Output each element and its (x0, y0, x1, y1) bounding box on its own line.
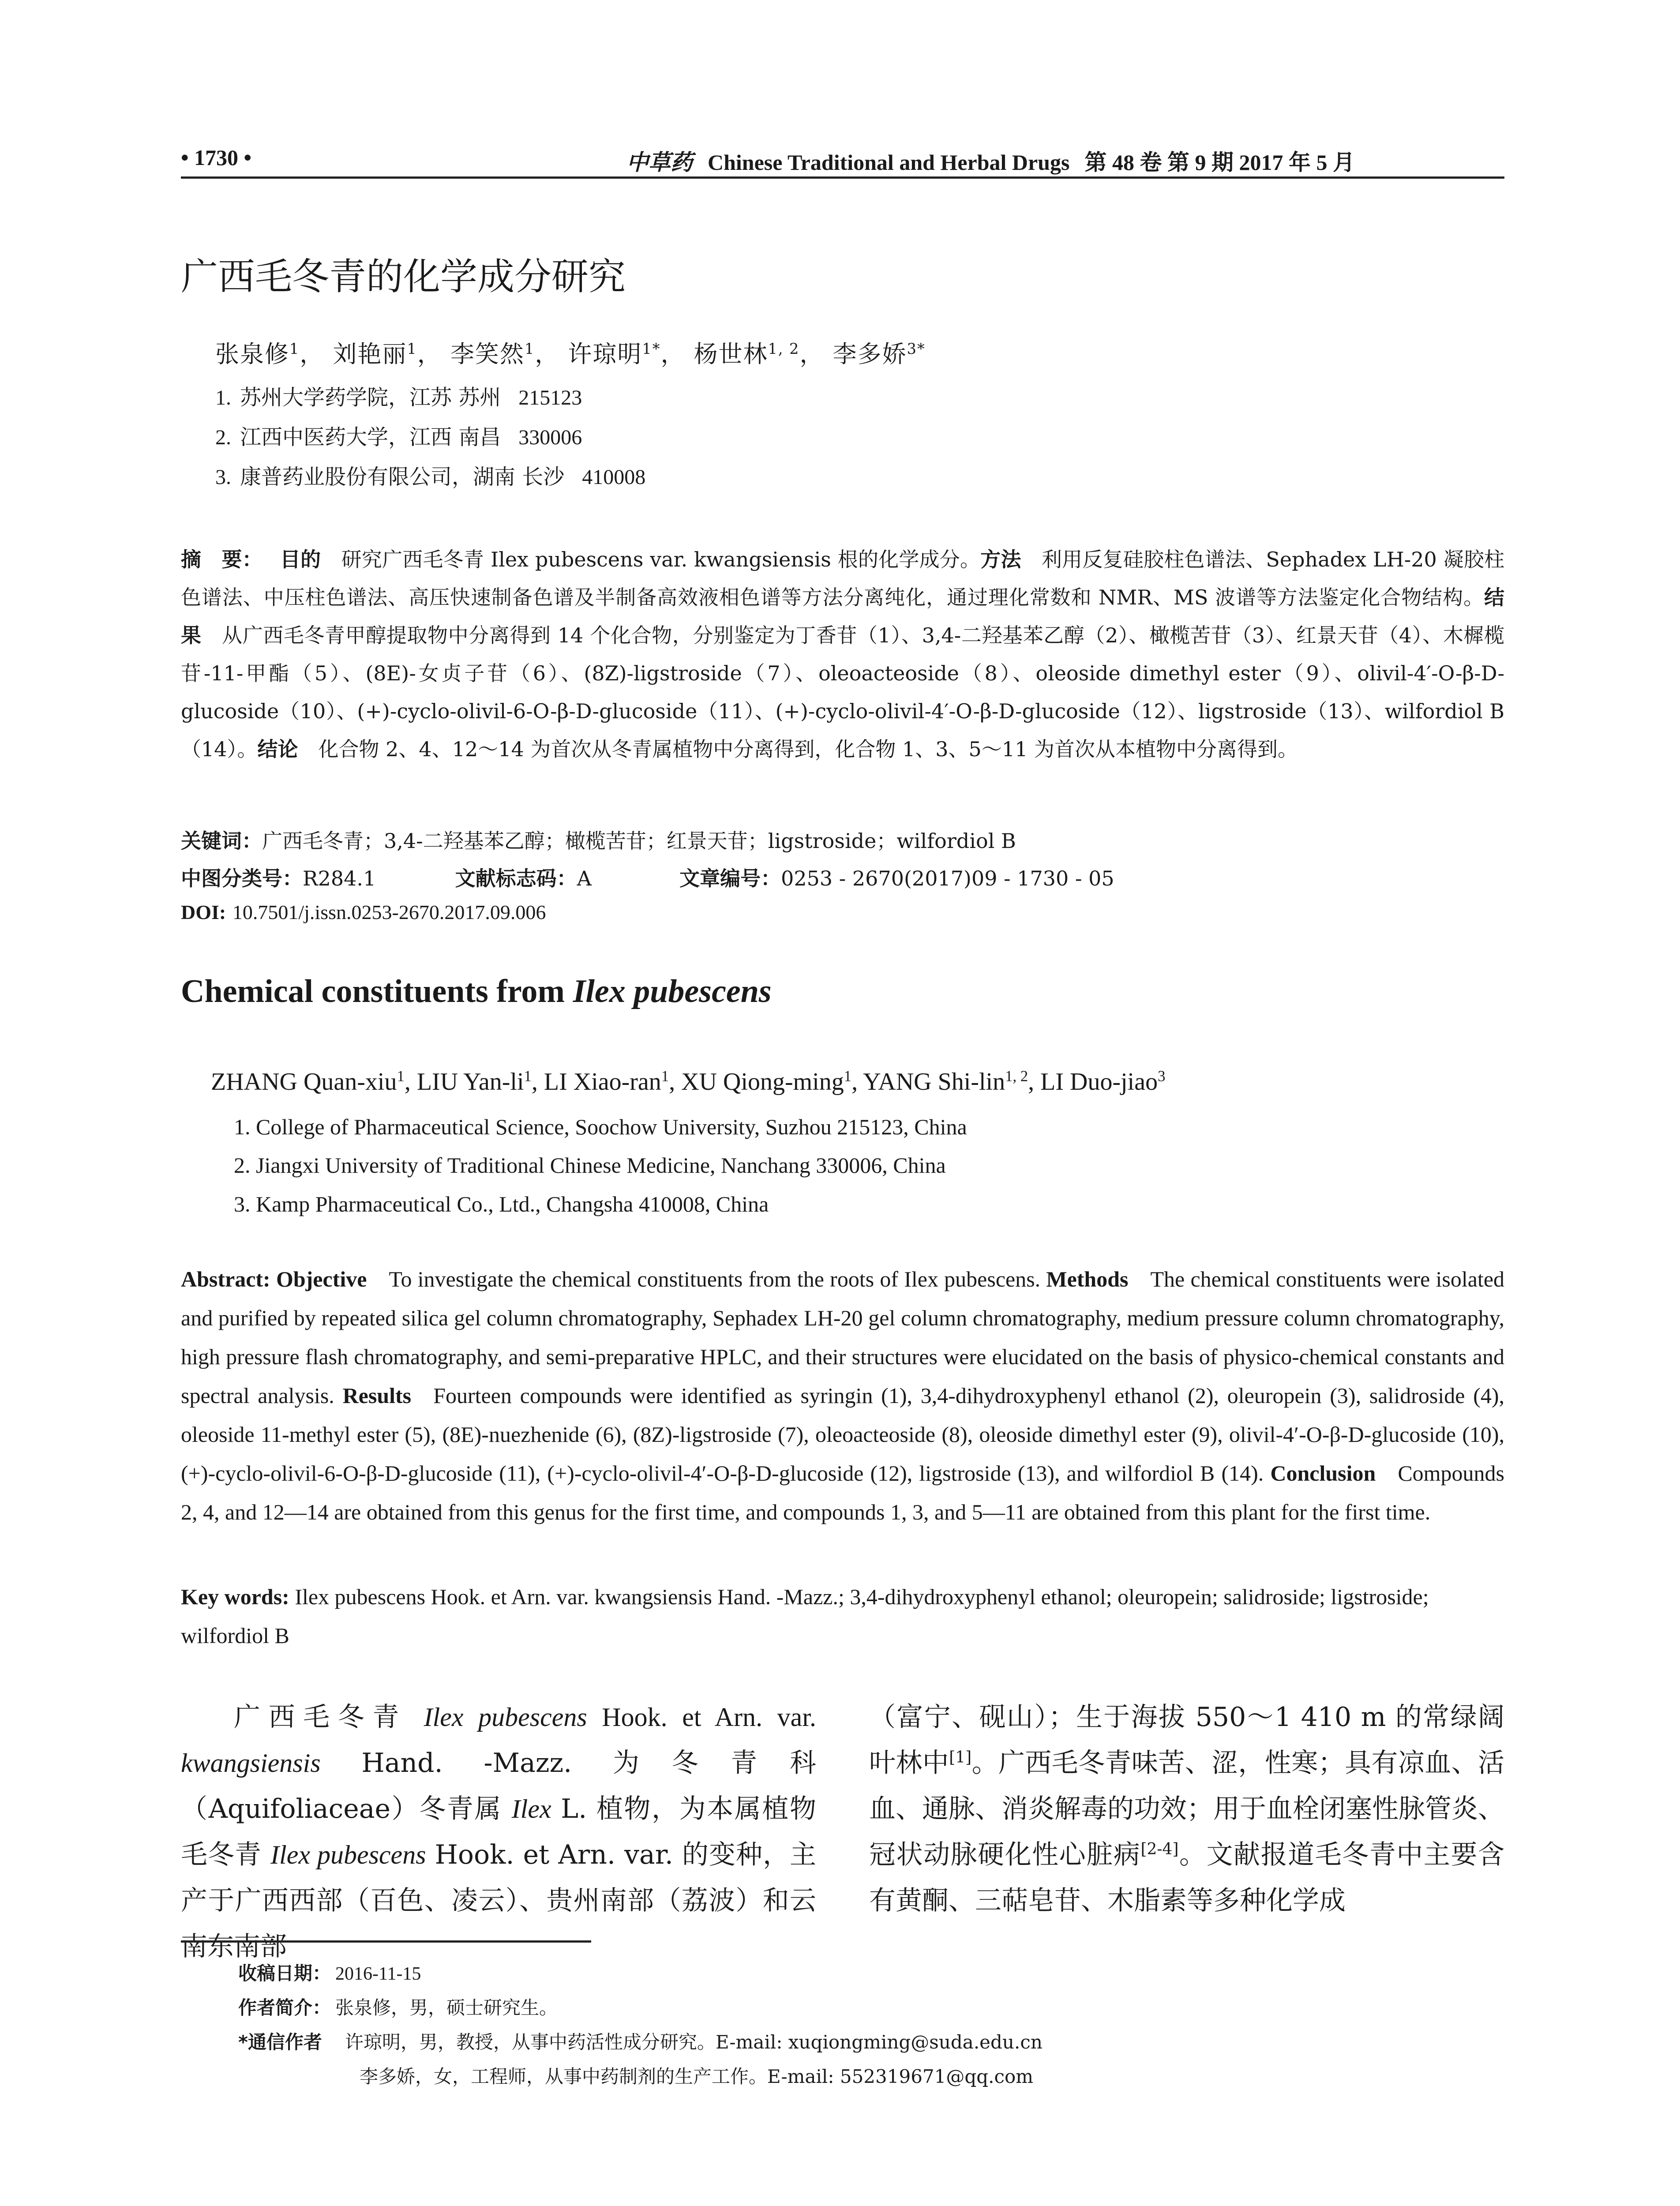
footnote: 作者简介： 张泉修，男，硕士研究生。 (238, 1997, 558, 2018)
author-sup: 3* (907, 340, 926, 357)
keywords-en: Key words: Ilex pubescens Hook. et Arn. var. kwangsiensis Hand. -Mazz.; 3,4-dihydroxyphenyl ethanol; oleuropein; salidroside; ligstroside; wilfordiol B (181, 1584, 1429, 1648)
objective-label: Objective (276, 1267, 367, 1291)
methods-text: 利用反复硅胶柱色谱法、Sephadex LH-20 凝胶柱色谱法、中压柱色谱法、高压快速制备色谱及半制备高效液相色谱等方法分离纯化，通过理化常数和 NMR、MS 波谱等方法鉴定化合物结构。 (181, 548, 1505, 609)
author-sup: 1 (407, 340, 417, 357)
citation: [1] (949, 1748, 972, 1767)
author-name: 李笑然 (450, 340, 525, 368)
author-sup: 1 (524, 340, 535, 357)
conclusion-text: 化合物 2、4、12～14 为首次从冬青属植物中分离得到，化合物 1、3、5～11 为首次从本植物中分离得到。 (318, 737, 1298, 761)
affiliation-en: 2. Jiangxi University of Traditional Chinese Medicine, Nanchang 330006, China (234, 1153, 946, 1178)
issue-info: 第 48 卷 第 9 期 2017 年 5 月 (1084, 150, 1355, 175)
objective-label: 目的 (280, 548, 321, 571)
article-title-cn: 广西毛冬青的化学成分研究 (181, 255, 626, 298)
abstract-en (181, 1260, 1504, 1531)
classification-line: 中图分类号：R284.1 文献标志码：A 文章编号：0253 - 2670(2017)09 - 1730 - 05 (181, 867, 1114, 890)
results-label: 结果 (181, 585, 1504, 647)
journal-name-cn: 中草药 (626, 149, 693, 175)
footnote: 收稿日期： 2016-11-15 (238, 1962, 421, 1984)
journal-name-en: Chinese Traditional and Herbal Drugs (708, 150, 1070, 175)
author-list-en: ZHANG Quan-xiu$^1$, LIU Yan-$li^1$, LI Xiao-ran$^1$, XU Qiong-ming$^1$, YANG Shi-lin$^{1, 2}$, LI Duo-jiao$^3$ (211, 1067, 1166, 1095)
author-name: 张泉修 (215, 340, 289, 368)
doi-line: DOI: 10.7501/j.issn.0253-2670.2017.09.006 (181, 901, 546, 923)
methods-label: 方法 (980, 548, 1021, 571)
conclusion-label: 结论 (257, 737, 298, 761)
citation: [2-4] (1140, 1840, 1179, 1858)
affiliation-en: 3. Kamp Pharmaceutical Co., Ltd., Changsha 410008, China (234, 1192, 769, 1216)
results-text: 从广西毛冬青甲醇提取物中分离得到 14 个化合物，分别鉴定为丁香苷（1）、3,4-二羟基苯乙醇（2）、橄榄苦苷（3）、红景天苷（4）、木樨榄苷-11-甲酯（5）、(8E)-女贞子苷（6）、(8Z)-ligstroside（7）、oleoacteoside（8）、oleoside dimethyl ester（9）、olivil-4′-O-β-D-glucoside（10）、(+)-cyclo-olivil-6-O-β-D-glucoside（11）、(+)-cyclo-olivil-4′-O-β-D-glucoside（12）、ligstroside（13）、wilfordiol B（14）。 (181, 623, 1505, 761)
abstract-label: Abstract: (181, 1267, 270, 1291)
author-name: 杨世林 (694, 340, 768, 368)
abstract-label: 摘 要： (181, 548, 262, 571)
affiliation-en: 1. College of Pharmaceutical Science, Soochow University, Suzhou 215123, China (234, 1114, 967, 1139)
footnote-rule (181, 1940, 591, 1943)
author-sup: 1, 2 (768, 340, 800, 357)
abstract-cn (181, 540, 1504, 768)
author-name: XU Qiong-ming (681, 1068, 844, 1095)
author-name: LIU Yan-li (416, 1068, 524, 1095)
keywords-cn: 关键词：广西毛冬青；3,4-二羟基苯乙醇；橄榄苦苷；红景天苷；ligstroside；wilfordiol B (181, 829, 1016, 853)
journal-name (626, 145, 1355, 176)
author-name: 李多娇 (832, 340, 907, 368)
footnote: 李多娇，女，工程师，从事中药制剂的生产工作。E-mail: 552319671@qq.com (360, 2066, 1034, 2087)
author-name: LI Duo-jiao (1040, 1068, 1158, 1095)
page-number: • 1730 • (181, 145, 252, 170)
author-sup: 1 (289, 340, 300, 357)
results-label: Results (342, 1383, 412, 1408)
body-column-right: （富宁、砚山）；生于海拔 550～1 410 m 的常绿阔叶林中[1]。广西毛冬青味苦、涩，性寒；具有凉血、活血、通脉、消炎解毒的功效；用于血栓闭塞性脉管炎、冠状动脉硬化性心脏病[2-4]。文献报道毛冬青中主要含有黄酮、三萜皂苷、木脂素等多种化学成 (869, 1702, 1505, 1916)
affiliation-cn: 3. 康普药业股份有限公司，湖南 长沙 410008 (215, 465, 646, 489)
header-rule (181, 176, 1504, 179)
article-title-en: Chemical constituents from Ilex pubescens (181, 973, 772, 1009)
author-name: ZHANG Quan-xiu (211, 1068, 397, 1095)
author-name: 刘艳丽 (333, 340, 407, 368)
body-column-left: 广西毛冬青 Ilex pubescens Hook. et Arn. var. kwangsiensis Hand. -Mazz. 为冬青科（Aquifoliaceae）冬青属 Ilex L. 植物，为本属植物毛冬青 Ilex pubescens Hook. et Arn. var. 的变种，主产于广西西部（百色、凌云）、贵州南部（荔波）和云南东南部 (181, 1702, 816, 1962)
objective-text: To investigate the chemical constituents from the roots of Ilex pubescens. (389, 1267, 1041, 1291)
affiliation-cn: 2. 江西中医药大学，江西 南昌 330006 (215, 425, 582, 450)
author-name: YANG Shi-lin (863, 1068, 1005, 1095)
footnote: *通信作者 许琼明，男，教授，从事中药活性成分研究。E-mail: xuqiongming@suda.edu.cn (238, 2031, 1042, 2053)
results-text: Fourteen compounds were identified as syringin (1), 3,4-dihydroxyphenyl ethanol (2), oleuropein (3), salidroside (4), oleoside 11-methyl ester (5), (8E)-nuezhenide (6), (8Z)-ligstroside (7), oleoacteoside (8), oleoside dimethyl ester (9), olivil-4′-O-β-D-glucoside (10), (+)-cyclo-olivil-6-O-β-D-glucoside (11), (+)-cyclo-olivil-4′-O-β-D-glucoside (12), ligstroside (13), and wilfordiol B (14). (181, 1383, 1505, 1486)
author-name: LI Xiao-ran (544, 1068, 661, 1095)
running-header (181, 140, 1504, 180)
methods-label: Methods (1046, 1267, 1129, 1291)
affiliation-cn: 1. 苏州大学药学院，江苏 苏州 215123 (215, 385, 582, 410)
author-sup: 1* (642, 340, 661, 357)
objective-text: 研究广西毛冬青 Ilex pubescens var. kwangsiensis 根的化学成分。 (341, 548, 981, 571)
conclusion-text: Compounds 2, 4, and 12—14 are obtained from this genus for the first time, and compounds 1, 3, and 5—11 are obtained from this plant for the first time. (181, 1461, 1505, 1524)
conclusion-label: Conclusion (1270, 1461, 1376, 1486)
author-list-cn: 张泉修$^1$， 刘艳丽$^1$， 李笑然$^1$， 许琼明$^{1*}$， 杨世林$^{1, 2}$， 李多娇$^{3*}$ (215, 340, 926, 368)
methods-text: The chemical constituents were isolated and purified by repeated silica gel column chromatography, Sephadex LH-20 gel column chromatography, medium pressure column chromatography, high pressure flash chromatography, and semi-preparative HPLC, and their structures were elucidated on the basis of physico-chemical constants and spectral analysis. (181, 1267, 1505, 1408)
author-name: 许琼明 (568, 340, 642, 368)
